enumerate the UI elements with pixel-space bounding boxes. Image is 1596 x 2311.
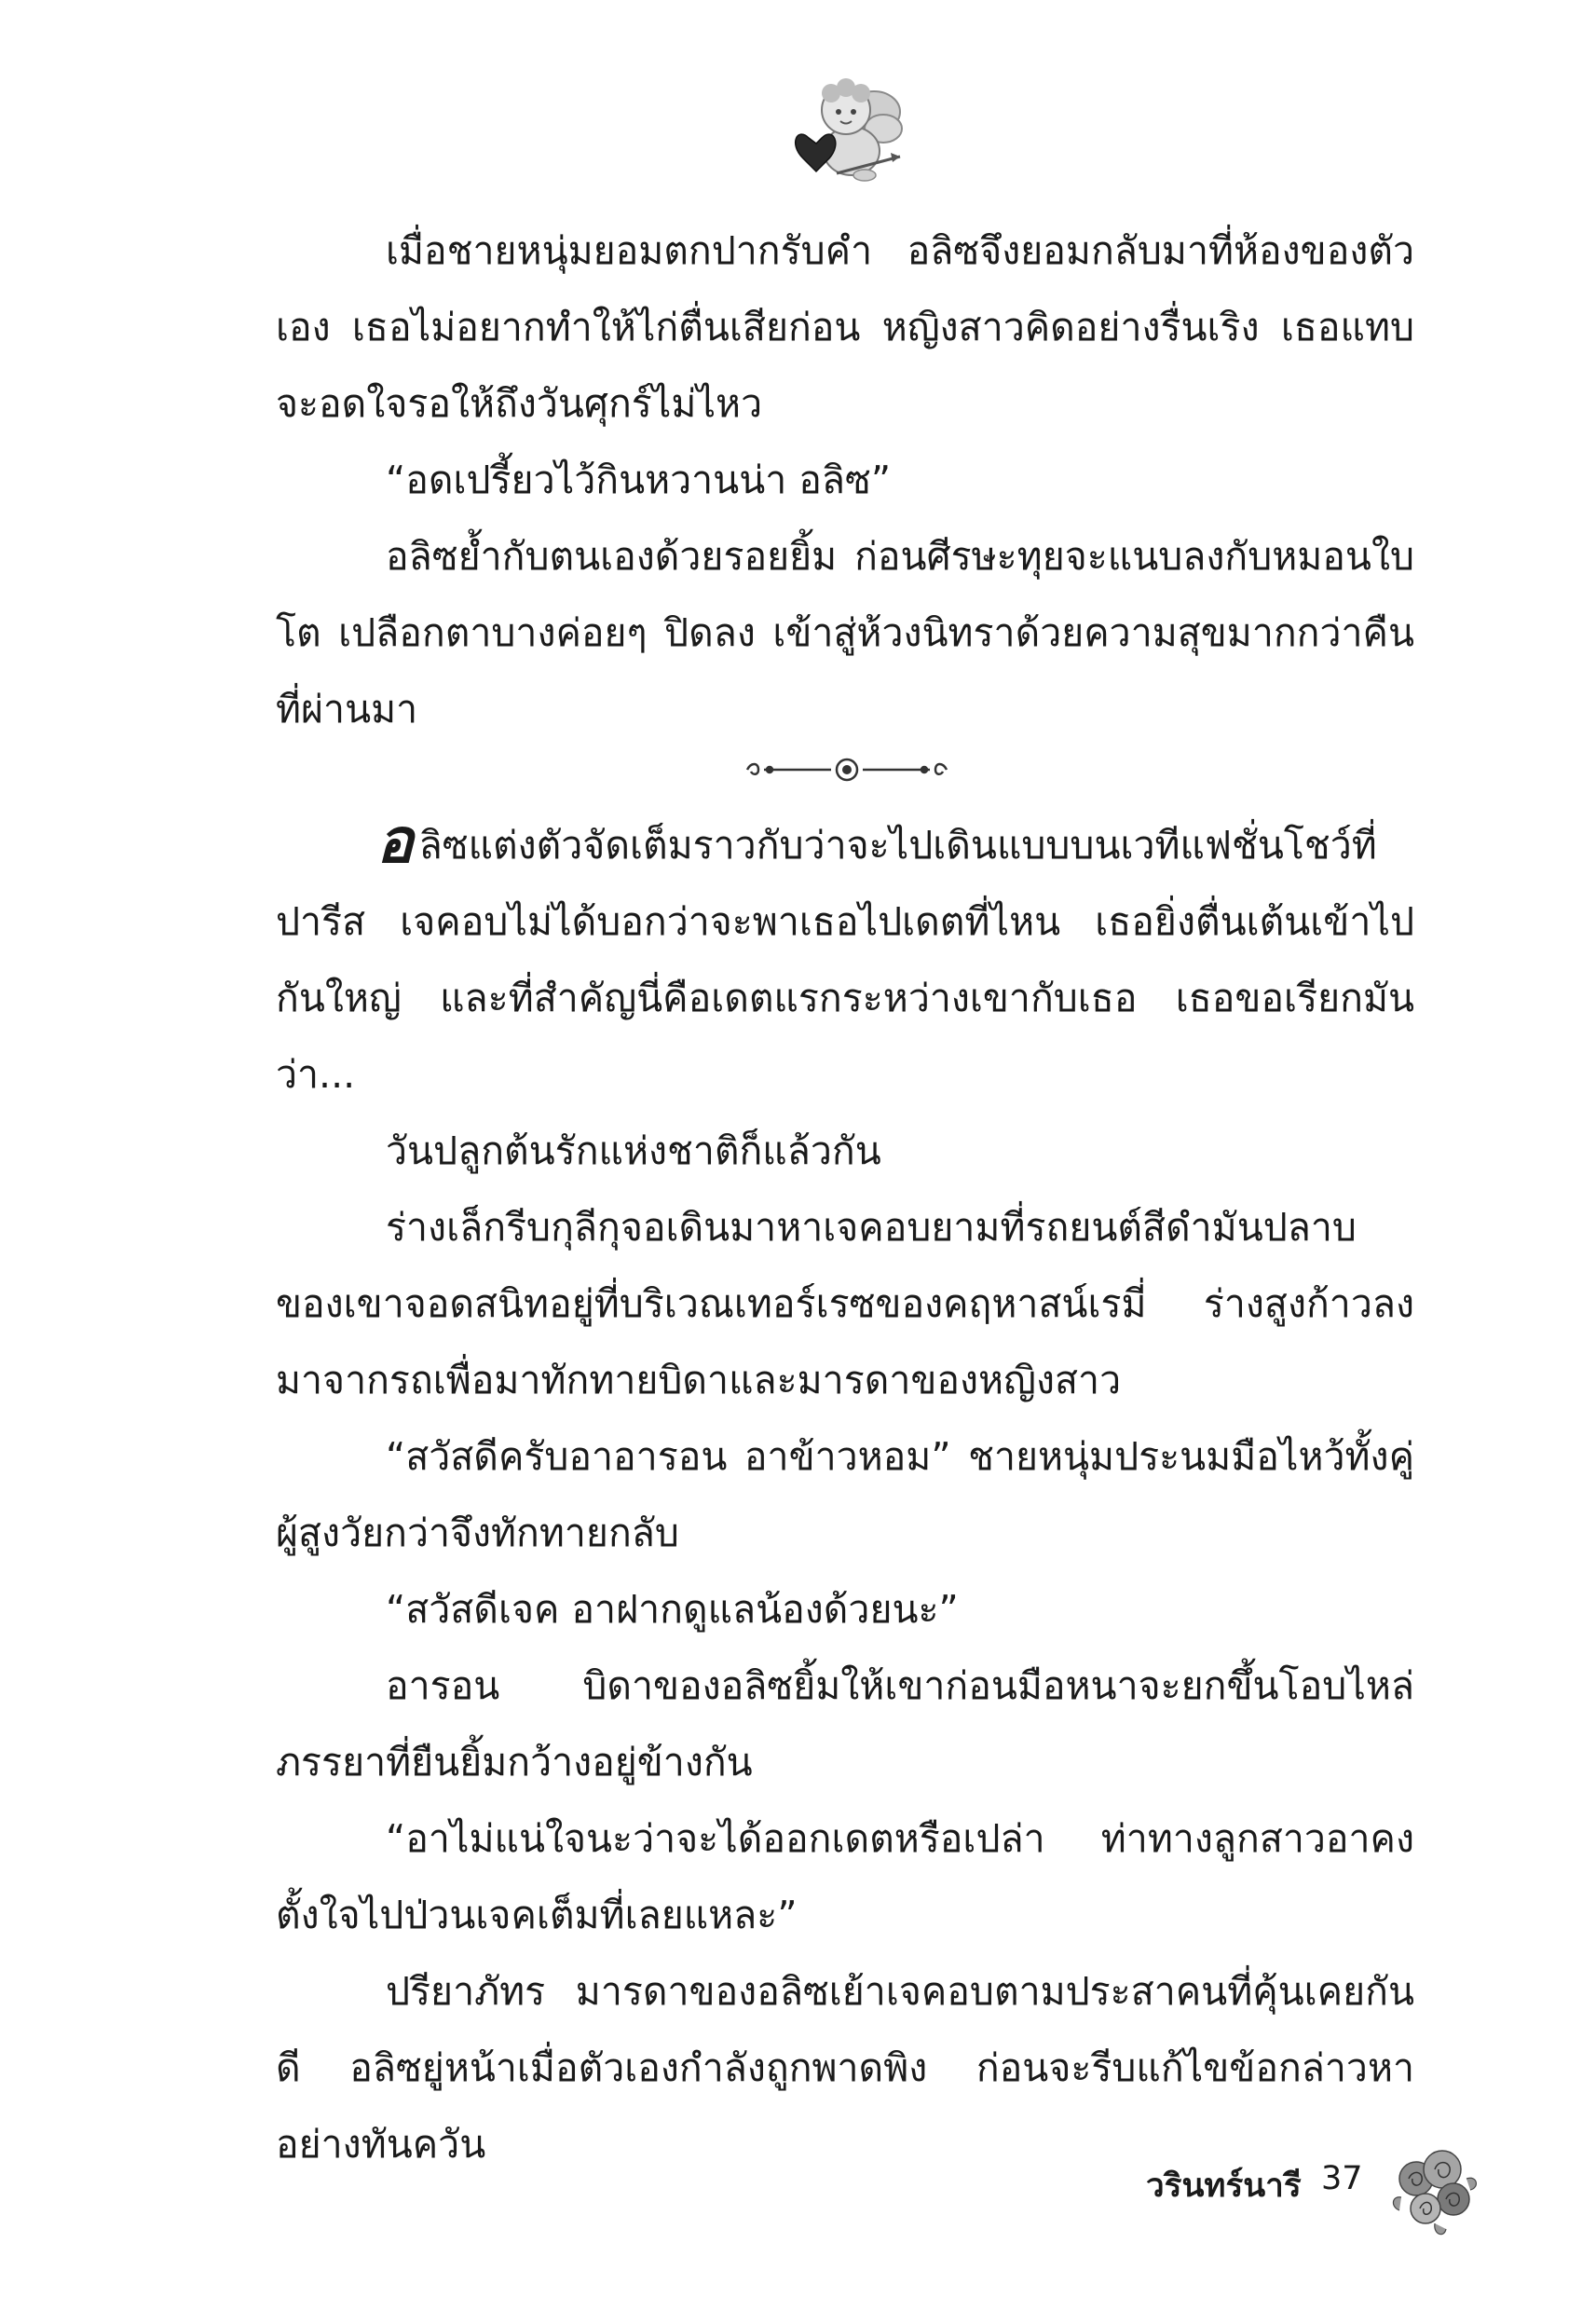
paragraph: “สวัสดีครับอาอารอน อาข้าวหอม” ชายหนุ่มประนมมือไหว้ทั้งคู่ ผู้สูงวัยกว่าจึงทักทายกลับ: [276, 1434, 1414, 1555]
paragraph: “อดเปรี้ยวไว้กินหวานน่า อลิซ”: [386, 458, 892, 502]
cherub-heart-icon: [781, 73, 911, 185]
paragraph: วันปลูกต้นรักแห่งชาติก็แล้วกัน: [386, 1128, 881, 1173]
page-number: 37: [1321, 2160, 1363, 2197]
book-title: วรินทร์นารี: [1146, 2167, 1302, 2205]
paragraph: “อาไม่แน่ใจนะว่าจะได้ออกเดตหรือเปล่า ท่าทางลูกสาวอาคงตั้งใจไปป่วนเจคเต็มที่เลยแหละ”: [276, 1816, 1414, 1937]
page-footer: [1081, 2141, 1453, 2216]
paragraph: ร่างเล็กรีบกุลีกุจอเดินมาหาเจคอบยามที่รถยนต์สีดำมันปลาบของเขาจอดสนิทอยู่ที่บริเวณเทอร์เรซของคฤหาสน์เรมี่ ร่างสูงก้าวลงมาจากรถเพื่อมาทักทายบิดาและมารดาของหญิงสาว: [276, 1205, 1414, 1402]
paragraph: ปรียาภัทร มารดาของอลิซเย้าเจคอบตามประสาคนที่คุ้นเคยกันดี อลิซยู่หน้าเมื่อตัวเองกำลังถูกพาดพิง ก่อนจะรีบแก้ไขข้อกล่าวหาอย่างทันควัน: [276, 1969, 1414, 2167]
paragraph-text: ลิซแต่งตัวจัดเต็มราวกับว่าจะไปเดินแบบบนเวทีแฟชั่นโชว์ที่ปารีส เจคอบไม่ได้บอกว่าจะพาเธอไปเดตที่ไหน เธอยิ่งตื่นเต้นเข้าไปกันใหญ่ และที่สำคัญนี่คือเดตแรกระหว่างเขากับเธอ เธอขอเรียกมันว่า...: [276, 823, 1414, 1097]
text-block-1: [276, 212, 1414, 747]
text-block-2: [276, 807, 1414, 2182]
rose-bouquet-icon: [1388, 2141, 1481, 2244]
drop-cap: อ: [376, 805, 414, 877]
paragraph: เมื่อชายหนุ่มยอมตกปากรับคำ อลิซจึงยอมกลับมาที่ห้องของตัวเอง เธอไม่อยากทำให้ไก่ตื่นเสียก่อน หญิงสาวคิดอย่างรื่นเริง เธอแทบจะอดใจรอให้ถึงวันศุกร์ไม่ไหว: [276, 228, 1414, 426]
paragraph: อลิซย้ำกับตนเองด้วยรอยยิ้ม ก่อนศีรษะทุยจะแนบลงกับหมอนใบโต เปลือกตาบางค่อยๆ ปิดลง เข้าสู่ห้วงนิทราด้วยความสุขมากกว่าคืนที่ผ่านมา: [276, 534, 1414, 732]
paragraph-with-dropcap: [276, 807, 1414, 1113]
scroll-divider-icon: [742, 751, 952, 788]
paragraph: “สวัสดีเจค อาฝากดูแลน้องด้วยนะ”: [386, 1587, 959, 1632]
paragraph: อารอน บิดาของอลิซยิ้มให้เขาก่อนมือหนาจะยกขึ้นโอบไหล่ภรรยาที่ยืนยิ้มกว้างอยู่ข้างกัน: [276, 1663, 1414, 1785]
